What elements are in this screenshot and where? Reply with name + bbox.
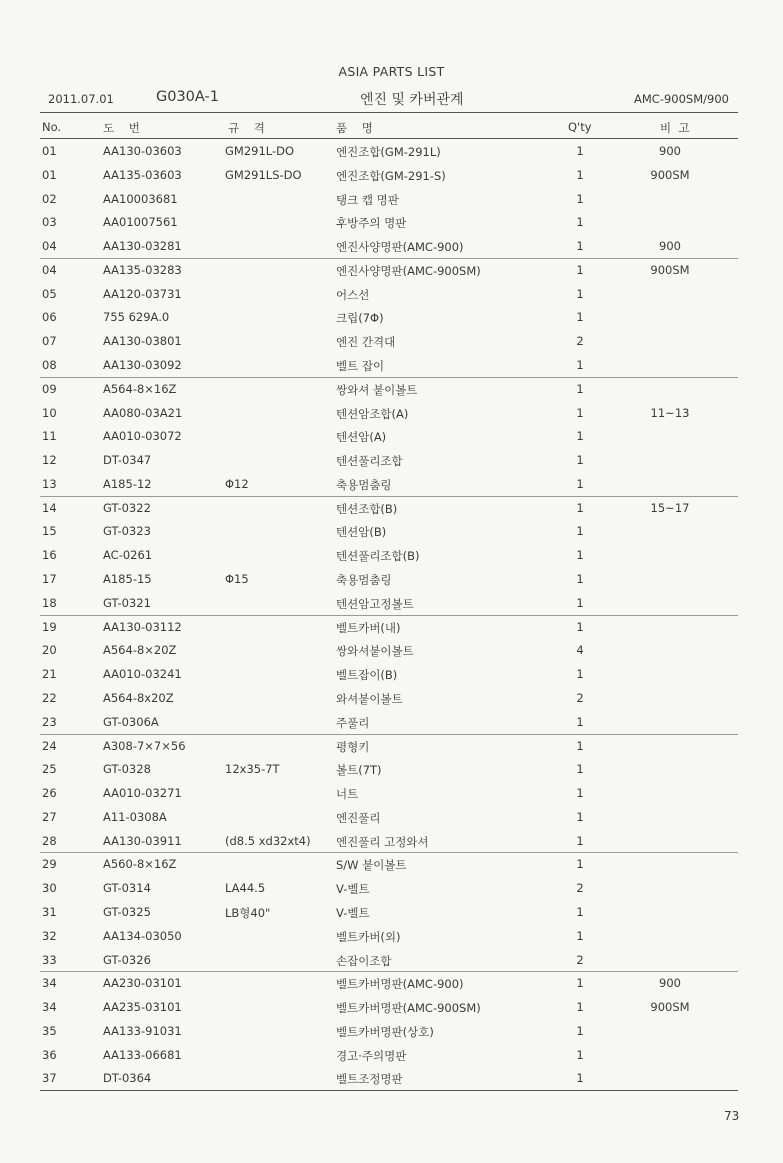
cell-qty: 1 — [576, 524, 584, 539]
cell-qty: 1 — [576, 738, 584, 753]
cell-remark: 900SM — [650, 167, 690, 182]
cell-part: AA133-06681 — [103, 1047, 182, 1062]
cell-no: 16 — [42, 548, 57, 563]
cell-qty: 1 — [576, 262, 584, 277]
cell-name: 벨트카버명판(AMC-900SM) — [336, 1001, 481, 1016]
cell-qty: 4 — [576, 643, 584, 658]
cell-name: 쌍와셔붙이볼트 — [336, 644, 414, 659]
cell-name: 벨트조정명판 — [336, 1072, 403, 1087]
table-row — [0, 1044, 783, 1066]
cell-part: AA010-03241 — [103, 667, 182, 682]
cell-part: A11-0308A — [103, 809, 167, 824]
header-bottom-rule — [40, 138, 738, 139]
cell-no: 02 — [42, 191, 57, 206]
cell-part: DT-0347 — [103, 453, 152, 468]
cell-part: AA130-03092 — [103, 358, 182, 373]
cell-part: AA130-03281 — [103, 239, 182, 254]
cell-qty: 1 — [576, 619, 584, 634]
cell-no: 07 — [42, 334, 57, 349]
document-code: G030A-1 — [156, 89, 219, 105]
cell-part: GT-0326 — [103, 952, 151, 967]
cell-remark: 15~17 — [650, 500, 690, 515]
cell-name: 손잡이조합 — [336, 953, 392, 968]
table-row — [0, 687, 783, 709]
cell-name: 텐션풀리조합 — [336, 454, 403, 469]
cell-no: 31 — [42, 904, 57, 919]
cell-remark: 900SM — [650, 1000, 690, 1015]
cell-no: 18 — [42, 595, 57, 610]
cell-no: 09 — [42, 381, 57, 396]
cell-name: 텐션풀리조합(B) — [336, 549, 420, 564]
cell-part: AA010-03072 — [103, 429, 182, 444]
table-row — [0, 711, 783, 733]
cell-name: V-벨트 — [336, 882, 370, 897]
cell-no: 27 — [42, 809, 57, 824]
cell-part: AC-0261 — [103, 548, 153, 563]
cell-qty: 1 — [576, 144, 584, 158]
cell-part: DT-0364 — [103, 1071, 152, 1086]
table-row — [0, 425, 783, 447]
col-header-spec: 규 격 — [228, 121, 265, 135]
cell-part: AA135-03603 — [103, 167, 182, 182]
cell-name: 쌍와셔 붙이볼트 — [336, 382, 418, 397]
table-row — [0, 306, 783, 328]
cell-no: 24 — [42, 738, 57, 753]
table-row — [0, 211, 783, 233]
cell-part: AA230-03101 — [103, 976, 182, 991]
cell-qty: 2 — [576, 690, 584, 705]
table-row — [0, 830, 783, 852]
cell-no: 34 — [42, 1000, 57, 1015]
cell-remark: 900 — [659, 144, 681, 158]
cell-qty: 1 — [576, 215, 584, 230]
cell-no: 30 — [42, 881, 57, 896]
cell-remark: 900 — [659, 239, 681, 254]
cell-part: AA134-03050 — [103, 928, 182, 943]
cell-part: A564-8×20Z — [103, 643, 177, 658]
cell-part: AA130-03603 — [103, 144, 182, 158]
cell-name: 엔진조합(GM-291-S) — [336, 168, 446, 183]
table-row — [0, 140, 783, 162]
table-row — [0, 568, 783, 590]
cell-part: A185-15 — [103, 572, 152, 587]
cell-qty: 1 — [576, 429, 584, 444]
cell-name: 축용멈춤링 — [336, 573, 392, 588]
cell-part: A185-12 — [103, 476, 152, 491]
header-top-rule — [40, 112, 738, 113]
cell-qty: 1 — [576, 500, 584, 515]
cell-no: 36 — [42, 1047, 57, 1062]
cell-name: 엔진풀리 고정와셔 — [336, 834, 429, 849]
table-row — [0, 616, 783, 638]
cell-part: AA235-03101 — [103, 1000, 182, 1015]
cell-qty: 1 — [576, 405, 584, 420]
cell-name: 볼트(7T) — [336, 763, 382, 778]
table-row — [0, 544, 783, 566]
cell-qty: 1 — [576, 239, 584, 254]
cell-name: 후방주의 명판 — [336, 216, 407, 231]
table-row — [0, 925, 783, 947]
cell-no: 19 — [42, 619, 57, 634]
cell-no: 06 — [42, 310, 57, 325]
cell-no: 20 — [42, 643, 57, 658]
cell-name: 주풀리 — [336, 715, 370, 730]
cell-spec: 12x35-7T — [225, 762, 280, 777]
cell-no: 34 — [42, 976, 57, 991]
col-header-no: No. — [42, 120, 62, 134]
col-header-remark: 비 고 — [660, 121, 690, 135]
cell-qty: 1 — [576, 833, 584, 848]
table-row — [0, 735, 783, 757]
cell-part: A560-8×16Z — [103, 857, 177, 872]
page-number: 73 — [724, 1109, 740, 1123]
cell-qty: 1 — [576, 476, 584, 491]
cell-qty: 2 — [576, 881, 584, 896]
cell-part: AA10003681 — [103, 191, 178, 206]
cell-no: 04 — [42, 239, 57, 254]
page-title: ASIA PARTS LIST — [338, 64, 445, 79]
cell-remark: 900 — [659, 976, 681, 991]
table-row — [0, 1020, 783, 1042]
cell-part: AA01007561 — [103, 215, 178, 230]
cell-spec: GM291L-DO — [225, 144, 295, 158]
cell-qty: 1 — [576, 1000, 584, 1015]
table-row — [0, 449, 783, 471]
cell-no: 25 — [42, 762, 57, 777]
cell-no: 08 — [42, 358, 57, 373]
cell-name: 벨트카버명판(AMC-900) — [336, 977, 464, 992]
cell-qty: 1 — [576, 786, 584, 801]
cell-qty: 1 — [576, 1023, 584, 1038]
section-title: 엔진 및 카버관계 — [360, 92, 464, 108]
cell-qty: 2 — [576, 952, 584, 967]
table-row — [0, 164, 783, 186]
cell-no: 37 — [42, 1071, 57, 1086]
cell-part: AA010-03271 — [103, 786, 182, 801]
cell-no: 03 — [42, 215, 57, 230]
cell-qty: 1 — [576, 453, 584, 468]
cell-part: 755 629A.0 — [103, 310, 170, 325]
cell-name: 벨트 잡이 — [336, 359, 385, 374]
cell-part: GT-0314 — [103, 881, 151, 896]
table-row — [0, 473, 783, 495]
cell-name: V-벨트 — [336, 905, 370, 920]
cell-name: 엔진사양명판(AMC-900SM) — [336, 263, 481, 278]
cell-name: 축용멈춤링 — [336, 477, 392, 492]
cell-qty: 1 — [576, 928, 584, 943]
cell-name: 평형키 — [336, 739, 370, 754]
date-label: 2011.07.01 — [48, 92, 114, 106]
cell-no: 14 — [42, 500, 57, 515]
cell-qty: 1 — [576, 595, 584, 610]
cell-name: 벨트카버(내) — [336, 620, 401, 635]
cell-no: 05 — [42, 286, 57, 301]
table-row — [0, 782, 783, 804]
cell-remark: 11~13 — [650, 405, 690, 420]
cell-no: 04 — [42, 262, 57, 277]
cell-part: GT-0325 — [103, 904, 151, 919]
cell-no: 23 — [42, 714, 57, 729]
table-row — [0, 188, 783, 210]
cell-qty: 2 — [576, 334, 584, 349]
cell-name: 텐션조합(B) — [336, 501, 398, 516]
cell-name: 엔진풀리 — [336, 810, 381, 825]
table-row — [0, 663, 783, 685]
cell-spec: GM291LS-DO — [225, 167, 302, 182]
cell-name: 크립(7Φ) — [336, 311, 384, 326]
cell-qty: 1 — [576, 191, 584, 206]
cell-name: 와셔붙이볼트 — [336, 691, 403, 706]
cell-no: 01 — [42, 167, 57, 182]
cell-name: 엔진사양명판(AMC-900) — [336, 240, 464, 255]
cell-spec: Φ15 — [225, 572, 249, 587]
cell-qty: 1 — [576, 548, 584, 563]
table-row — [0, 949, 783, 971]
table-row — [0, 853, 783, 875]
cell-name: 어스선 — [336, 287, 370, 302]
cell-qty: 1 — [576, 381, 584, 396]
cell-name: 너트 — [336, 787, 359, 802]
table-row — [0, 259, 783, 281]
cell-no: 35 — [42, 1023, 57, 1038]
cell-no: 17 — [42, 572, 57, 587]
cell-part: AA130-03801 — [103, 334, 182, 349]
table-row — [0, 758, 783, 780]
cell-part: GT-0306A — [103, 714, 159, 729]
table-row — [0, 806, 783, 828]
cell-part: AA130-03911 — [103, 833, 182, 848]
cell-part: GT-0321 — [103, 595, 151, 610]
table-row — [0, 639, 783, 661]
cell-name: 탱크 캡 명판 — [336, 192, 399, 207]
cell-qty: 1 — [576, 286, 584, 301]
table-row — [0, 235, 783, 257]
cell-no: 12 — [42, 453, 57, 468]
cell-spec: (d8.5 xd32xt4) — [225, 833, 311, 848]
cell-no: 13 — [42, 476, 57, 491]
cell-part: GT-0328 — [103, 762, 151, 777]
group-divider — [40, 1090, 738, 1091]
table-row — [0, 283, 783, 305]
table-row — [0, 520, 783, 542]
cell-qty: 1 — [576, 310, 584, 325]
cell-spec: LB형40" — [225, 905, 271, 920]
cell-name: 텐션암고정볼트 — [336, 596, 414, 611]
cell-qty: 1 — [576, 714, 584, 729]
col-header-qty: Q'ty — [568, 120, 592, 134]
table-row — [0, 378, 783, 400]
model-label: AMC-900SM/900 — [634, 92, 729, 106]
cell-name: S/W 붙이볼트 — [336, 858, 407, 873]
col-header-part: 도 번 — [103, 121, 140, 135]
cell-qty: 1 — [576, 904, 584, 919]
cell-no: 28 — [42, 833, 57, 848]
cell-qty: 1 — [576, 976, 584, 991]
cell-name: 벨트카버명판(상호) — [336, 1024, 434, 1039]
cell-name: 엔진 간격대 — [336, 335, 396, 350]
cell-spec: Φ12 — [225, 476, 249, 491]
cell-qty: 1 — [576, 572, 584, 587]
cell-name: 텐션암(A) — [336, 430, 387, 445]
table-row — [0, 354, 783, 376]
cell-part: AA130-03112 — [103, 619, 182, 634]
cell-name: 벨트잡이(B) — [336, 668, 398, 683]
cell-part: A308-7×7×56 — [103, 738, 186, 753]
cell-qty: 1 — [576, 167, 584, 182]
cell-part: GT-0322 — [103, 500, 151, 515]
cell-name: 경고·주의명판 — [336, 1048, 407, 1063]
table-row — [0, 1067, 783, 1089]
table-row — [0, 402, 783, 424]
cell-qty: 1 — [576, 857, 584, 872]
cell-part: AA080-03A21 — [103, 405, 183, 420]
table-row — [0, 330, 783, 352]
cell-no: 32 — [42, 928, 57, 943]
cell-qty: 1 — [576, 358, 584, 373]
table-row — [0, 877, 783, 899]
cell-part: A564-8×16Z — [103, 381, 177, 396]
table-row — [0, 901, 783, 923]
cell-part: AA120-03731 — [103, 286, 182, 301]
cell-qty: 1 — [576, 762, 584, 777]
cell-no: 22 — [42, 690, 57, 705]
cell-name: 텐션암조합(A) — [336, 406, 409, 421]
table-row — [0, 497, 783, 519]
cell-part: GT-0323 — [103, 524, 151, 539]
table-row — [0, 972, 783, 994]
cell-no: 21 — [42, 667, 57, 682]
cell-qty: 1 — [576, 1071, 584, 1086]
cell-qty: 1 — [576, 667, 584, 682]
cell-remark: 900SM — [650, 262, 690, 277]
cell-name: 엔진조합(GM-291L) — [336, 145, 441, 159]
cell-name: 벨트카버(외) — [336, 929, 401, 944]
cell-name: 텐션암(B) — [336, 525, 387, 540]
cell-no: 26 — [42, 786, 57, 801]
cell-part: A564-8x20Z — [103, 690, 174, 705]
table-row — [0, 592, 783, 614]
cell-no: 01 — [42, 144, 57, 158]
cell-no: 11 — [42, 429, 57, 444]
table-row — [0, 996, 783, 1018]
cell-no: 33 — [42, 952, 57, 967]
cell-part: AA135-03283 — [103, 262, 182, 277]
cell-no: 15 — [42, 524, 57, 539]
cell-part: AA133-91031 — [103, 1023, 182, 1038]
cell-no: 10 — [42, 405, 57, 420]
cell-qty: 1 — [576, 809, 584, 824]
col-header-name: 품 명 — [336, 121, 373, 135]
cell-spec: LA44.5 — [225, 881, 266, 896]
cell-qty: 1 — [576, 1047, 584, 1062]
cell-no: 29 — [42, 857, 57, 872]
